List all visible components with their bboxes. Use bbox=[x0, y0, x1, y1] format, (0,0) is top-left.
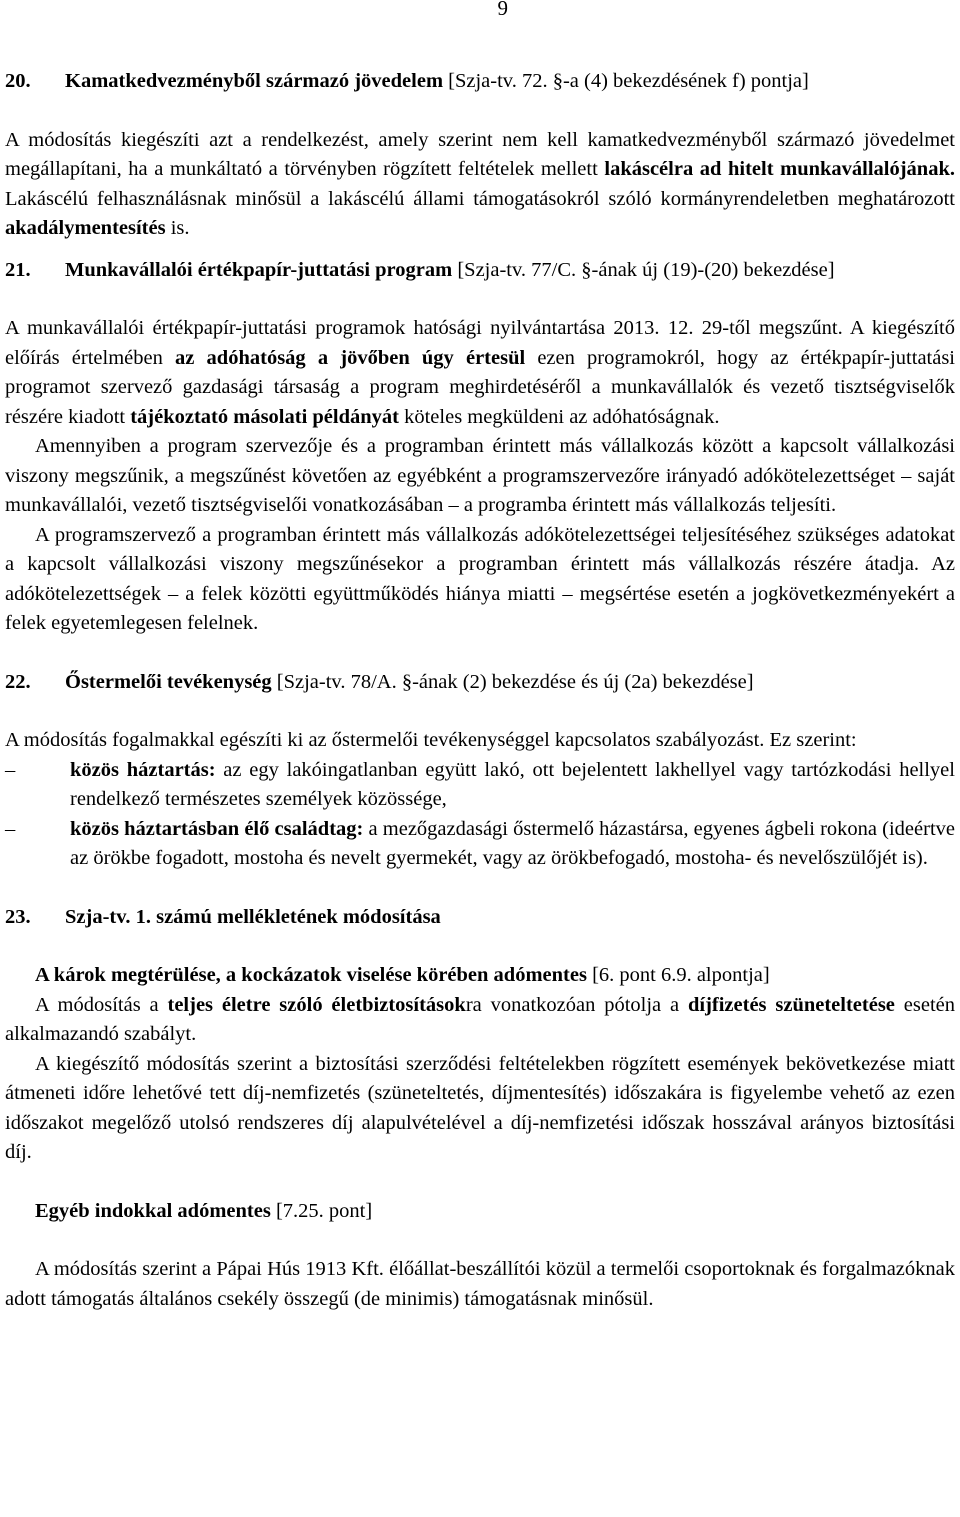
section-title: Őstermelői tevékenység bbox=[65, 670, 272, 693]
subsection-paragraph-2: A kiegészítő módosítás szerint a biztosítási szerződési feltételekben rögzített események bekövetkezése miatt átmeneti időre lehetővé tett díj-nemfizetés (szüneteltetés, díjmentesítés) időszakára is figyelembe vehető az ezen időszakot megelőző utolsó rendszeres díj alapulvételével a díj-nemfizetési időszak hosszával arányos biztosítási díj. bbox=[5, 1052, 955, 1163]
section-21-heading bbox=[5, 256, 955, 286]
section-21-paragraph-2: Amennyiben a program szervezője és a programban érintett más vállalkozás között a kapcsolt vállalkozási viszony megszűnik, a megszűnést követően az egyébként a programszervezőre irányadó adókötelezettséget – saját munkavállalói, vezető tisztségviselői vonatkozásában – a programba érintett más vállalkozás teljesíti. bbox=[5, 435, 955, 516]
text-run: ra vonatkozóan pótolja a bbox=[465, 993, 688, 1016]
section-23-heading bbox=[5, 903, 955, 933]
text-run: ezen programokról, hogy az értékpapír-juttatási programot szervező gazdasági társaság a program meghirdetéséről a munkavállalók és vezető tisztségviselők részére kiadott bbox=[5, 346, 956, 428]
subsection-paragraph-3: A módosítás szerint a Pápai Hús 1913 Kft. élőállat-beszállítói közül a termelői csoportoknak és forgalmazóknak adott támogatás általános csekély összegű (de minimis) támogatásnak minősül. bbox=[5, 1258, 955, 1310]
section-number: 22. bbox=[5, 670, 31, 693]
subsection-title: Egyéb indokkal adómentes bbox=[35, 1199, 271, 1222]
subsection-reference: [7.25. pont] bbox=[270, 1199, 373, 1222]
text-run: A módosítás kiegészíti azt a rendelkezést, amely szerint nem kell kamatkedvezményből származó jövedelmet megállapítani, ha a munkáltató a törvényben rögzített feltételek mellett bbox=[5, 128, 955, 180]
text-run: is. bbox=[165, 217, 190, 239]
subsection-reference: [6. pont 6.9. alpontja] bbox=[586, 964, 770, 986]
document-body bbox=[5, 67, 955, 1314]
section-number: 20. bbox=[5, 70, 31, 92]
emphasis: díjfizetés szüneteltetése bbox=[687, 993, 895, 1016]
emphasis: akadálymentesítés bbox=[5, 217, 166, 239]
section-title: Munkavállalói értékpapír-juttatási program bbox=[65, 258, 453, 281]
list-item bbox=[5, 815, 955, 874]
definition: a mezőgazdasági őstermelő házastársa, egyenes ágbeli rokona (ideértve az örökbe fogadott, mostoha és nevelt gyermekét, vagy az örökbefogadó, mostoha- és nevelőszülőjét is). bbox=[70, 817, 955, 869]
term: közös háztartásban élő családtag: bbox=[70, 817, 364, 840]
subsection-heading bbox=[5, 1197, 955, 1227]
text-run: A munkavállalói értékpapír-juttatási programok hatósági nyilvántartása 2013. 12. 29-től megszűnt. A kiegészítő előírás értelmében bbox=[5, 317, 955, 369]
definition: az egy lakóingatlanban együtt lakó, ott bejelentett lakhellyel vagy tartózkodási hellyel rendelkező természetes személyek közössége, bbox=[70, 758, 955, 810]
section-title: Szja-tv. 1. számú mellékletének módosítása bbox=[65, 905, 441, 928]
section-22-heading bbox=[5, 668, 955, 698]
emphasis: lakáscélra ad hitelt munkavállalójának. bbox=[604, 158, 955, 180]
text-run: A módosítás a bbox=[35, 993, 168, 1016]
text-run: köteles megküldeni az adóhatóságnak. bbox=[398, 405, 720, 428]
list-item-body bbox=[70, 756, 955, 815]
section-title: Kamatkedvezményből származó jövedelem bbox=[65, 70, 444, 92]
text-run: esetén alkalmazandó szabályt. bbox=[5, 993, 955, 1045]
text-run: Lakáscélú felhasználásnak minősül a lakáscélú állami támogatásokról szóló kormányrendeletben meghatározott bbox=[5, 187, 955, 210]
dash-bullet: – bbox=[5, 758, 16, 781]
section-20-heading bbox=[5, 67, 955, 97]
emphasis: az adóhatóság a jövőben úgy értesül bbox=[175, 346, 526, 369]
section-21-paragraph-1 bbox=[5, 314, 955, 432]
page-number: 9 bbox=[497, 0, 508, 20]
list-item-body bbox=[70, 815, 955, 874]
emphasis: tájékoztató másolati példányát bbox=[130, 405, 399, 428]
term: közös háztartás: bbox=[70, 758, 216, 781]
emphasis: teljes életre szóló életbiztosítások bbox=[167, 993, 466, 1016]
section-number: 23. bbox=[5, 905, 31, 928]
section-20-paragraph bbox=[5, 126, 955, 244]
section-number: 21. bbox=[5, 258, 31, 281]
subsection-paragraph-1 bbox=[5, 991, 955, 1050]
subsection-heading bbox=[5, 961, 955, 991]
section-reference: [Szja-tv. 78/A. §-ának (2) bekezdése és új (2a) bekezdése] bbox=[271, 670, 754, 693]
section-reference: [Szja-tv. 72. §-a (4) bekezdésének f) pontja] bbox=[443, 70, 809, 92]
section-21-paragraph-3: A programszervező a programban érintett más vállalkozás adókötelezettségei teljesítéséhez szükséges adatokat a kapcsolt vállalkozási viszony megszűnésekor a programban érintett más vállalkozás részére átadja. Az adókötelezettségek – a felek közötti együttműködés hiánya miatti – megsértése esetén a jogkövetkezményekért a felek egyetemlegesen felelnek. bbox=[5, 523, 955, 634]
section-reference: [Szja-tv. 77/C. §-ának új (19)-(20) bekezdése] bbox=[452, 258, 835, 281]
section-22-paragraph: A módosítás fogalmakkal egészíti ki az őstermelői tevékenységgel kapcsolatos szabályozást. Ez szerint: bbox=[5, 729, 857, 751]
list-item bbox=[5, 756, 955, 815]
subsection-title: A károk megtérülése, a kockázatok viselése körében adómentes bbox=[35, 964, 587, 986]
dash-bullet: – bbox=[5, 817, 16, 840]
